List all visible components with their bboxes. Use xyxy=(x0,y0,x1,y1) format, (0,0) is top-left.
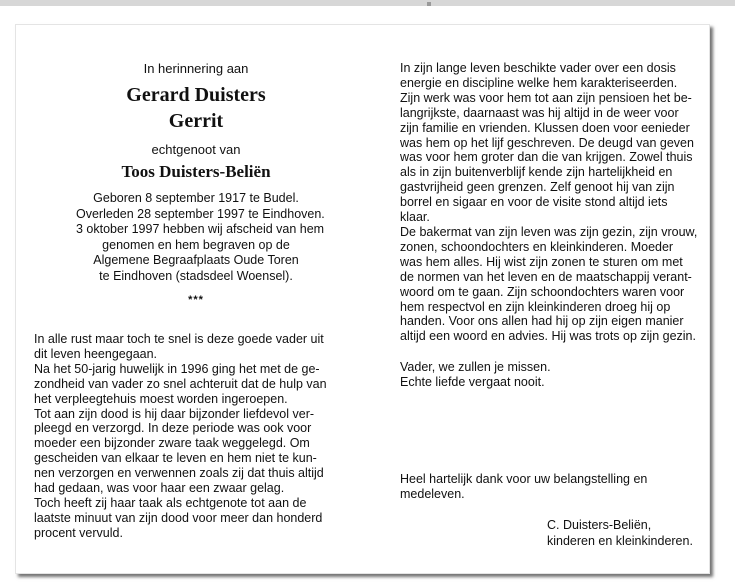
paragraph-line: woord om te gaan. Zijn schoondochters waren voor xyxy=(400,284,685,299)
paragraph-line: In alle rust maar toch te snel is deze goede vader uit xyxy=(34,332,324,346)
separator: *** xyxy=(188,294,204,306)
paragraph-line: had gedaan, was voor haar een zwaar gelag. xyxy=(34,481,285,496)
deceased-nickname: Gerrit xyxy=(168,110,224,132)
paragraph-line: zondheid van vader zo snel achteruit dat de hulp van xyxy=(34,376,327,391)
paragraph-line: handen. Voor ons allen had hij op zijn eigen manier xyxy=(400,314,684,329)
paragraph-line: De bakermat van zijn leven was zijn gezin, zijn vrouw, xyxy=(400,224,698,239)
bio-line: te Eindhoven (stadsdeel Woensel). xyxy=(99,268,293,283)
paragraph-line: gastvrijheid geen grenzen. Zelf genoot hij van zijn xyxy=(400,180,675,195)
paragraph-line: Toch heeft zij haar taak als echtgenote tot aan de xyxy=(34,495,307,510)
scroll-marker-icon xyxy=(427,2,431,6)
thanks-text xyxy=(400,472,705,502)
closing-line: Vader, we zullen je missen. xyxy=(400,360,551,374)
paragraph-line: laatste minuut van zijn dood voor meer dan honderd xyxy=(34,510,323,525)
paragraph-line: was hem op het lijf geschreven. De deugd van geven xyxy=(400,135,694,150)
deceased-name: Gerard Duisters xyxy=(126,84,266,106)
paragraph-line: borrel en sigaar en voor de visite stond altijd iets xyxy=(400,195,668,210)
paragraph-line: hem respectvol en zijn kleinkinderen droeg hij op xyxy=(400,299,671,314)
paragraph-line: gescheiden van elkaar te leven en hem niet te kun- xyxy=(34,451,317,466)
right-paragraph xyxy=(400,61,705,344)
bio-line: genomen en hem begraven op de xyxy=(102,237,290,252)
spouse-name: Toos Duisters-Beliën xyxy=(121,162,271,181)
thanks-line: Heel hartelijk dank voor uw belangstelling en xyxy=(400,472,648,486)
closing-line: Echte liefde vergaat nooit. xyxy=(400,374,545,389)
paragraph-line: altijd een woord en advies. Hij was trots op zijn gezin. xyxy=(400,329,696,344)
paragraph-line: als in zijn buitenverblijf kende zijn hartelijkheid en xyxy=(400,165,673,180)
paragraph-line: zijn familie en vrienden. Klussen doen voor eenieder xyxy=(400,120,690,135)
paragraph-line: het verpleegtehuis moest worden ingeroepen. xyxy=(34,391,288,406)
paragraph-line: Tot aan zijn dood is hij daar bijzonder liefdevol ver- xyxy=(34,406,315,421)
paragraph-line: Zijn werk was voor hem tot aan zijn pensioen het be- xyxy=(400,90,692,105)
paragraph-line: zonen, schoondochters en kleinkinderen. Moeder xyxy=(400,239,674,254)
paragraph-line: moeder een bijzonder zware taak weggelegd. Om xyxy=(34,436,310,451)
signature-line: kinderen en kleinkinderen. xyxy=(547,534,693,548)
window-top-bar xyxy=(0,0,735,6)
bio-line: 3 oktober 1997 hebben wij afscheid van hem xyxy=(76,222,325,236)
bio-block xyxy=(76,191,325,284)
paragraph-line: langrijkste, daarnaast was hij altijd in de weer voor xyxy=(400,105,679,120)
paragraph-line: In zijn lange leven beschikte vader over een dosis xyxy=(400,61,676,75)
left-paragraph xyxy=(34,332,354,541)
spouse-label: echtgenoot van xyxy=(151,142,241,157)
intro-text: In herinnering aan xyxy=(143,61,249,76)
memorial-card xyxy=(15,24,710,574)
paragraph-line: energie en discipline welke hem karakteriseerden. xyxy=(400,75,678,90)
paragraph-line: nen verzorgen en verwennen zoals zij dat thuis altijd xyxy=(34,466,324,481)
paragraph-line: dit leven heengegaan. xyxy=(34,346,158,361)
paragraph-line: Na het 50-jarig huwelijk in 1996 ging het met de ge- xyxy=(34,361,320,376)
signature xyxy=(547,517,693,549)
paragraph-line: pleegd en verzorgd. In deze periode was ook voor xyxy=(34,421,312,436)
closing-lines xyxy=(400,360,705,390)
thanks-line: medeleven. xyxy=(400,486,465,501)
paragraph-line: procent vervuld. xyxy=(34,525,123,540)
bio-line: Algemene Begraafplaats Oude Toren xyxy=(93,253,299,267)
bio-line: Overleden 28 september 1997 te Eindhoven. xyxy=(76,206,325,221)
paragraph-line: was hem alles. Hij wist zijn zonen te sturen om met xyxy=(400,254,683,269)
paragraph-line: was voor hem groter dan die van krijgen. Zowel thuis xyxy=(400,150,693,165)
paragraph-line: klaar. xyxy=(400,210,430,225)
bio-line: Geboren 8 september 1917 te Budel. xyxy=(93,191,299,205)
paragraph-line: de normen van het leven en de maatschappij verant- xyxy=(400,269,692,284)
signature-line: C. Duisters-Beliën, xyxy=(547,518,652,532)
